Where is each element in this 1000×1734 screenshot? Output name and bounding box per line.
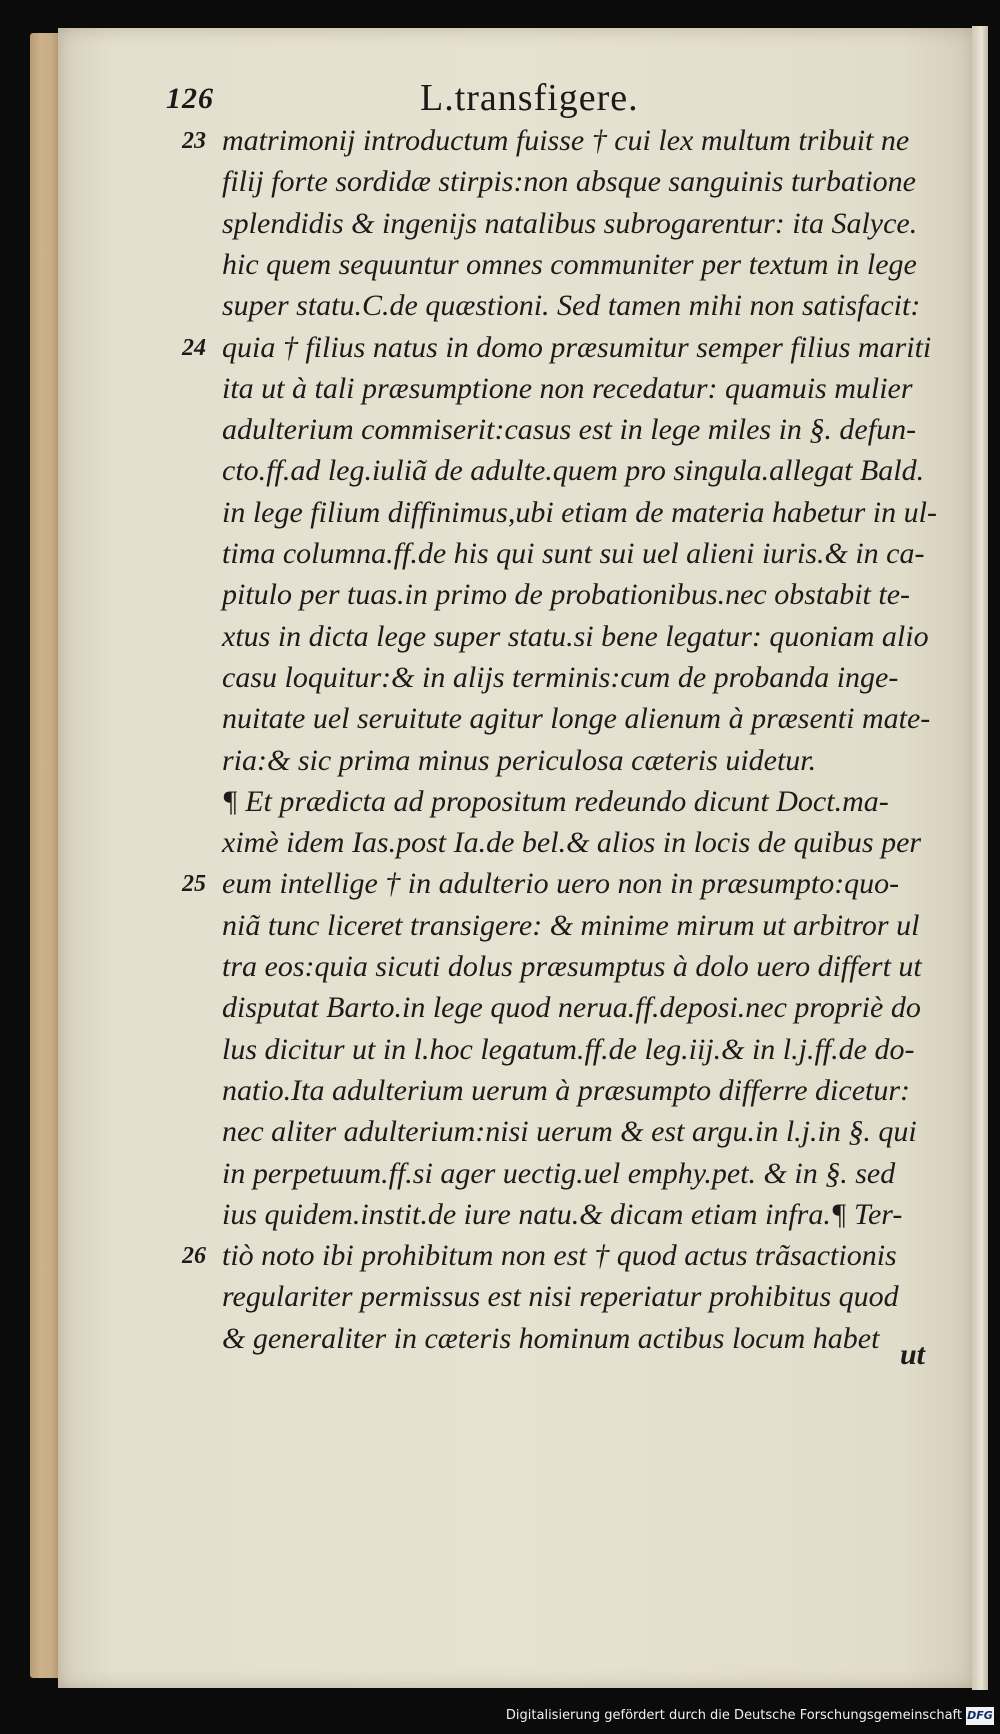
catchword: ut — [900, 1338, 926, 1371]
text-line: super statu.C.de quæstioni. Sed tamen mihi non satisfacit: — [222, 289, 921, 322]
page-fore-edge — [972, 26, 988, 1690]
margin-note-number: 23 — [182, 128, 206, 154]
page-header — [0, 77, 1000, 122]
digitization-footer — [0, 1706, 1000, 1730]
text-line: xtus in dicta lege super statu.si bene legatur: quoniam alio — [222, 620, 929, 653]
text-line: matrimonij introductum fuisse † cui lex multum tribuit ne — [222, 124, 910, 157]
text-line: pitulo per tuas.in primo de probationibus.nec obstabit te- — [222, 578, 911, 611]
text-line: tra eos:quia sicuti dolus præsumptus à dolo uero differt ut — [222, 950, 922, 983]
text-line: nuitate uel seruitute agitur longe alienum à præsenti mate- — [222, 702, 931, 735]
running-head: L.transfigere. — [420, 77, 639, 119]
text-line: cto.ff.ad leg.iuliã de adulte.quem pro singula.allegat Bald. — [222, 454, 925, 487]
text-line: splendidis & ingenijs natalibus subrogarentur: ita Salyce. — [222, 207, 918, 240]
text-line: hic quem sequuntur omnes communiter per textum in lege — [222, 248, 917, 281]
digitization-note: Digitalisierung gefördert durch die Deutsche Forschungsgemeinschaft — [505, 1708, 962, 1723]
text-line: filij forte sordidæ stirpis:non absque sanguinis turbatione — [222, 165, 916, 198]
text-line: tiò noto ibi prohibitum non est † quod actus trãsactionis — [222, 1239, 897, 1272]
text-line: ita ut à tali præsumptione non recedatur: quamuis mulier — [222, 372, 913, 405]
text-line: tima columna.ff.de his qui sunt sui uel alieni iuris.& in ca- — [222, 537, 925, 570]
text-line: in perpetuum.ff.si ager uectig.uel emphy.pet. & in §. sed — [222, 1157, 896, 1190]
text-line: quia † filius natus in domo præsumitur semper filius mariti — [222, 331, 932, 364]
text-line: in lege filium diffinimus,ubi etiam de materia habetur in ul- — [222, 496, 937, 529]
text-line: nec aliter adulterium:nisi uerum & est argu.in l.j.in §. qui — [222, 1115, 917, 1148]
page-number: 126 — [166, 82, 214, 115]
margin-note-number: 26 — [182, 1243, 206, 1269]
text-line: regulariter permissus est nisi reperiatur prohibitus quod — [222, 1280, 899, 1313]
text-line: disputat Barto.in lege quod nerua.ff.deposi.nec propriè do — [222, 991, 921, 1024]
text-line: eum intellige † in adulterio uero non in præsumpto:quo- — [222, 867, 900, 900]
text-line: ius quidem.instit.de iure natu.& dicam etiam infra.¶ Ter- — [222, 1198, 903, 1231]
text-line: ximè idem Ias.post Ia.de bel.& alios in locis de quibus per — [222, 826, 922, 859]
text-line: natio.Ita adulterium uerum à præsumpto differre dicetur: — [222, 1074, 911, 1107]
text-line: & generaliter in cæteris hominum actibus locum habet — [222, 1322, 880, 1355]
text-line: niã tunc liceret transigere: & minime mirum ut arbitror ul — [222, 909, 920, 942]
text-line: ¶ Et prædicta ad propositum redeundo dicunt Doct.ma- — [222, 785, 889, 818]
text-line: adulterium commiserit:casus est in lege miles in §. defun- — [222, 413, 917, 446]
text-line: casu loquitur:& in alijs terminis:cum de probanda inge- — [222, 661, 899, 694]
margin-note-number: 24 — [182, 335, 206, 361]
text-line: lus dicitur ut in l.hoc legatum.ff.de leg.iij.& in l.j.ff.de do- — [222, 1033, 915, 1066]
text-line: ria:& sic prima minus periculosa cæteris uidetur. — [222, 744, 817, 777]
dfg-logo: DFG — [966, 1707, 994, 1725]
margin-note-number: 25 — [182, 871, 206, 897]
